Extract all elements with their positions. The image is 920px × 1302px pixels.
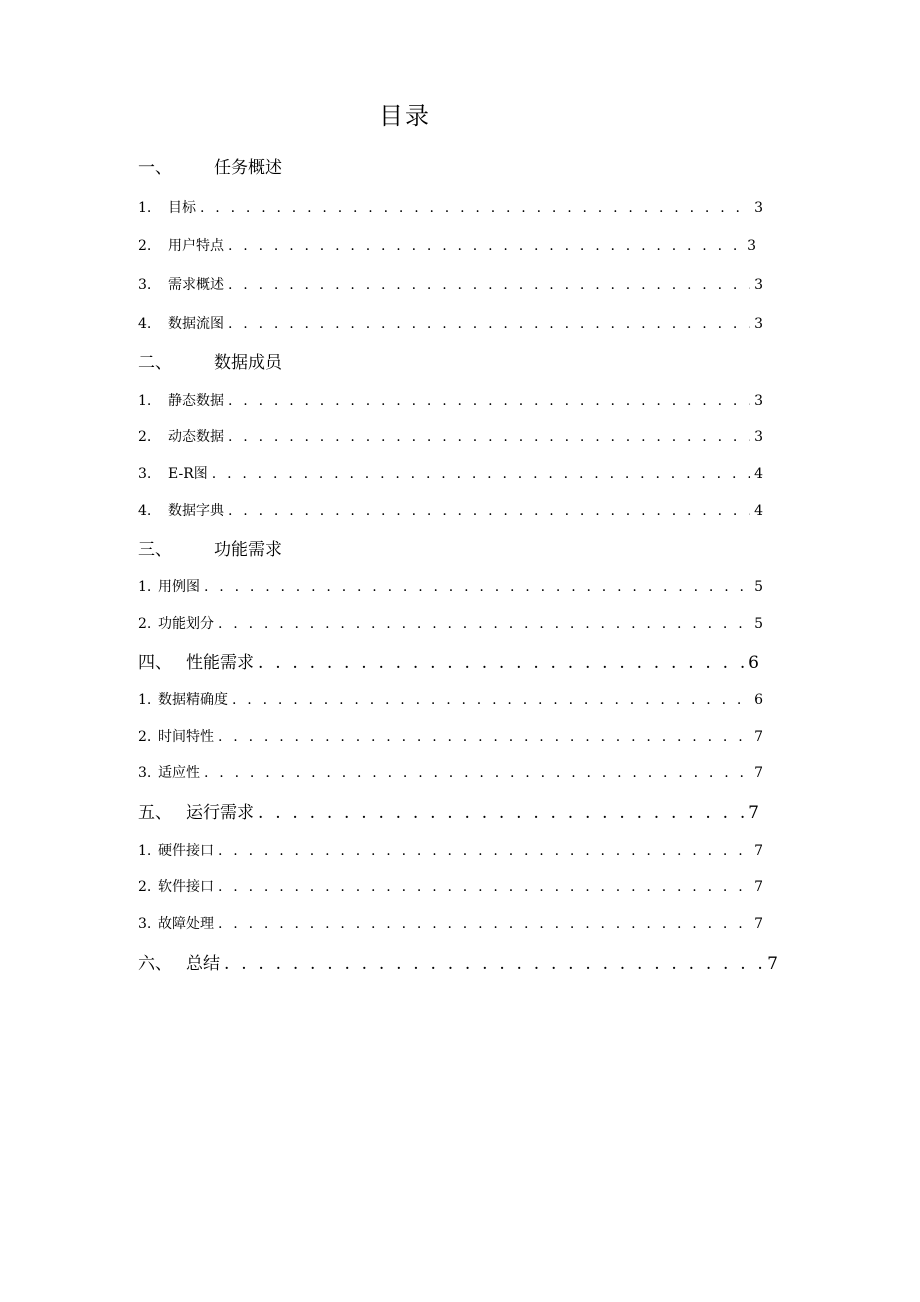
section-page-number: 7 xyxy=(748,803,759,823)
entry-number: 1. xyxy=(138,692,152,708)
dot-leader xyxy=(218,726,750,748)
toc-section-2[interactable] xyxy=(138,350,438,376)
section-label: 任务概述 xyxy=(214,158,282,178)
dot-leader xyxy=(228,313,750,335)
section-number: 四、 xyxy=(138,653,172,673)
entry-number: 2. xyxy=(138,879,152,895)
toc-entry-5-1[interactable] xyxy=(138,840,763,862)
section-label: 数据成员 xyxy=(214,353,282,373)
toc-entry-4-2[interactable] xyxy=(138,726,763,748)
toc-section-6[interactable] xyxy=(138,951,778,977)
toc-entry-2-4[interactable] xyxy=(138,500,763,522)
toc-entry-1-2[interactable] xyxy=(138,235,756,257)
entry-number: 2. xyxy=(138,616,152,632)
toc-section-3[interactable] xyxy=(138,537,438,563)
entry-number: 3. xyxy=(138,466,152,482)
toc-entry-2-2[interactable] xyxy=(138,426,763,448)
entry-label: 软件接口 xyxy=(158,879,214,895)
entry-label: 数据精确度 xyxy=(158,692,228,708)
toc-entry-5-2[interactable] xyxy=(138,876,763,898)
entry-page-number: 3 xyxy=(754,393,763,409)
dot-leader xyxy=(258,650,744,676)
entry-label: 数据流图 xyxy=(168,316,224,332)
entry-page-number: 4 xyxy=(754,503,763,519)
entry-label: 时间特性 xyxy=(158,729,214,745)
entry-label: E-R图 xyxy=(168,466,208,482)
entry-page-number: 4 xyxy=(754,466,763,482)
section-page-number: 6 xyxy=(748,653,759,673)
entry-number: 3. xyxy=(138,765,152,781)
toc-entry-4-1[interactable] xyxy=(138,689,763,711)
entry-label: 目标 xyxy=(168,200,196,216)
section-label: 功能需求 xyxy=(214,540,282,560)
entry-page-number: 7 xyxy=(754,729,763,745)
entry-page-number: 6 xyxy=(754,692,763,708)
entry-page-number: 7 xyxy=(754,765,763,781)
dot-leader xyxy=(228,235,743,257)
entry-label: 硬件接口 xyxy=(158,843,214,859)
dot-leader xyxy=(224,951,763,977)
toc-entry-1-1[interactable] xyxy=(138,197,763,219)
entry-number: 2. xyxy=(138,729,152,745)
entry-number: 4. xyxy=(138,316,152,332)
entry-label: 用户特点 xyxy=(168,238,224,254)
dot-leader xyxy=(200,197,750,219)
section-label: 性能需求 xyxy=(186,653,254,673)
entry-number: 1. xyxy=(138,200,152,216)
toc-entry-3-1[interactable] xyxy=(138,576,763,598)
entry-page-number: 3 xyxy=(754,277,763,293)
entry-label: 静态数据 xyxy=(168,393,224,409)
entry-number: 1. xyxy=(138,393,152,409)
entry-label: 故障处理 xyxy=(158,916,214,932)
dot-leader xyxy=(228,390,750,412)
section-label: 总结 xyxy=(186,954,220,974)
entry-page-number: 7 xyxy=(754,843,763,859)
section-number: 二、 xyxy=(138,353,172,373)
entry-label: 功能划分 xyxy=(158,616,214,632)
dot-leader xyxy=(204,576,750,598)
section-number: 三、 xyxy=(138,540,172,560)
dot-leader xyxy=(218,613,750,635)
entry-page-number: 3 xyxy=(754,316,763,332)
dot-leader xyxy=(228,274,750,296)
entry-page-number: 3 xyxy=(747,238,756,254)
entry-number: 3. xyxy=(138,916,152,932)
section-number: 六、 xyxy=(138,954,172,974)
entry-label: 用例图 xyxy=(158,579,200,595)
toc-entry-2-1[interactable] xyxy=(138,390,763,412)
entry-label: 数据字典 xyxy=(168,503,224,519)
toc-entry-5-3[interactable] xyxy=(138,913,763,935)
entry-label: 动态数据 xyxy=(168,429,224,445)
toc-section-4[interactable] xyxy=(138,650,759,676)
toc-entry-1-3[interactable] xyxy=(138,274,763,296)
dot-leader xyxy=(218,876,750,898)
section-number: 五、 xyxy=(138,803,172,823)
entry-page-number: 3 xyxy=(754,200,763,216)
entry-number: 2. xyxy=(138,429,152,445)
section-page-number: 7 xyxy=(767,954,778,974)
dot-leader xyxy=(228,426,750,448)
entry-number: 4. xyxy=(138,503,152,519)
entry-page-number: 5 xyxy=(754,616,763,632)
entry-number: 1. xyxy=(138,843,152,859)
section-label: 运行需求 xyxy=(186,803,254,823)
entry-page-number: 7 xyxy=(754,916,763,932)
entry-label: 需求概述 xyxy=(168,277,224,293)
dot-leader xyxy=(218,913,750,935)
entry-label: 适应性 xyxy=(158,765,200,781)
toc-title: 目录 xyxy=(379,102,431,130)
dot-leader xyxy=(212,463,750,485)
entry-number: 1. xyxy=(138,579,152,595)
entry-page-number: 3 xyxy=(754,429,763,445)
toc-section-5[interactable] xyxy=(138,800,759,826)
entry-number: 2. xyxy=(138,238,152,254)
entry-number: 3. xyxy=(138,277,152,293)
section-number: 一、 xyxy=(138,158,172,178)
toc-entry-4-3[interactable] xyxy=(138,762,763,784)
dot-leader xyxy=(258,800,744,826)
toc-entry-1-4[interactable] xyxy=(138,313,763,335)
dot-leader xyxy=(204,762,750,784)
toc-section-1[interactable] xyxy=(138,155,438,181)
dot-leader xyxy=(218,840,750,862)
entry-page-number: 5 xyxy=(754,579,763,595)
toc-entry-3-2[interactable] xyxy=(138,613,763,635)
dot-leader xyxy=(232,689,750,711)
toc-entry-2-3[interactable] xyxy=(138,463,763,485)
dot-leader xyxy=(228,500,750,522)
entry-page-number: 7 xyxy=(754,879,763,895)
